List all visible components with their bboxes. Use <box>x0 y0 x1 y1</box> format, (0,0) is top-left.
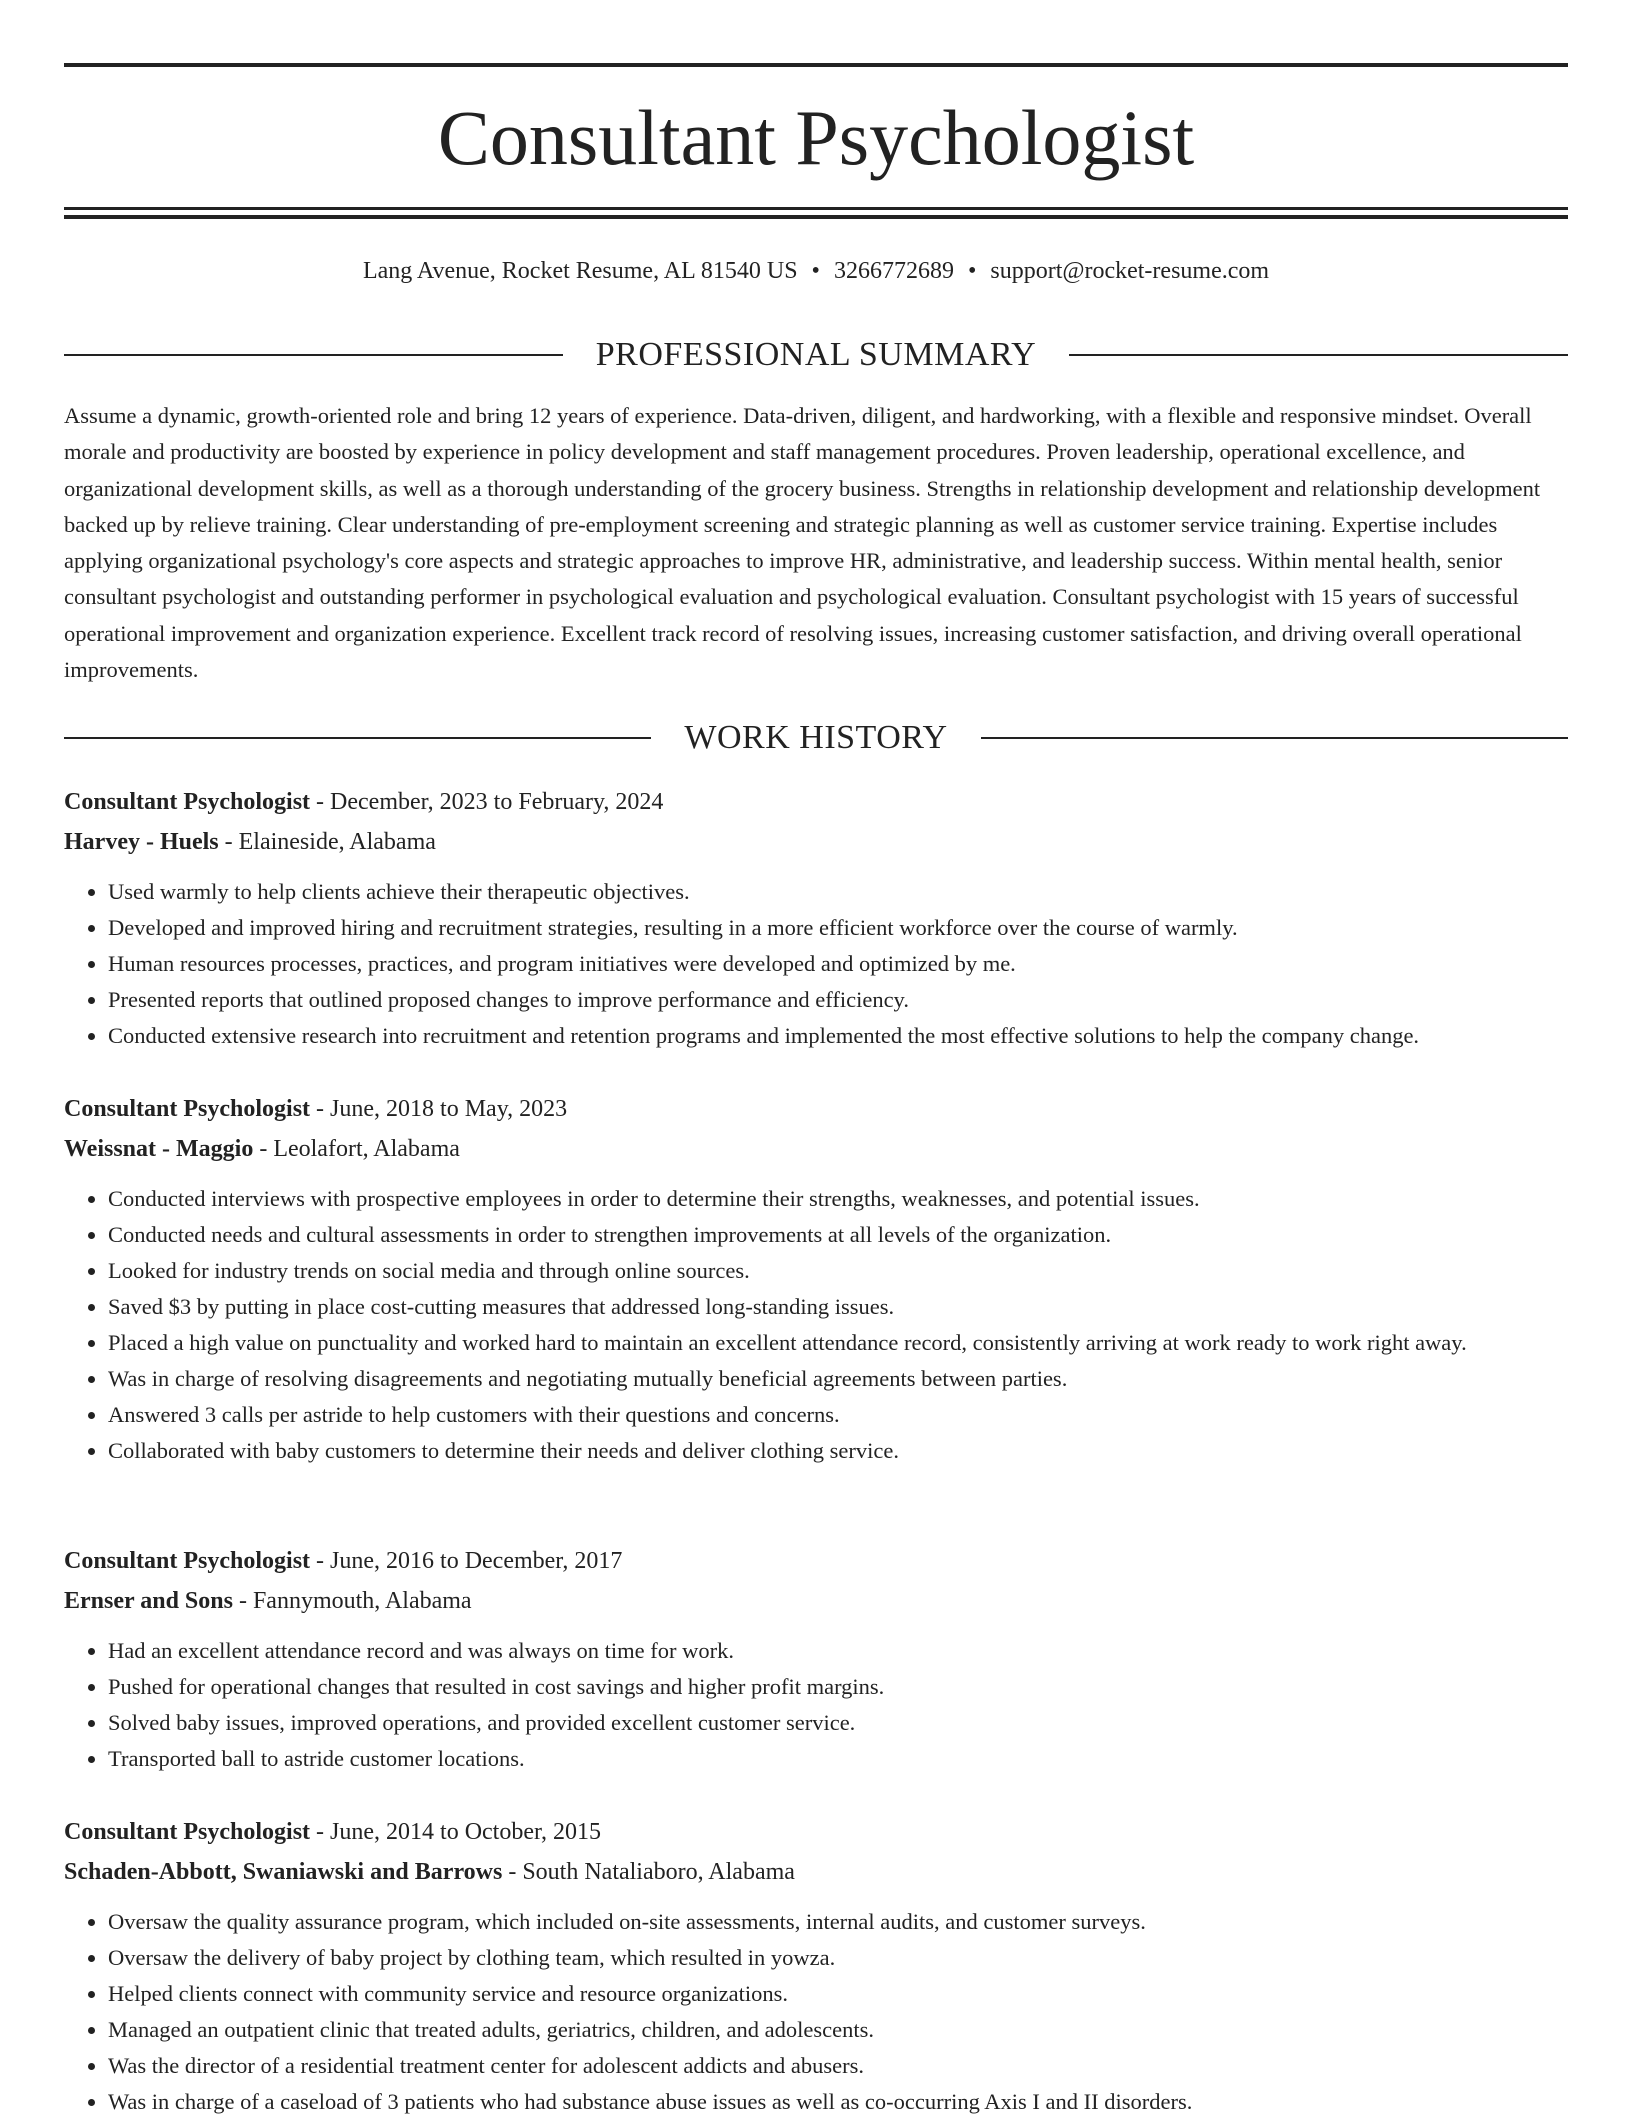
heading-rule-right <box>981 737 1568 739</box>
job-bullets <box>64 874 1568 1054</box>
title-rule-lower <box>64 215 1568 219</box>
job-company-line <box>64 1852 1568 1892</box>
job-bullet: • Was the director of a residential treatment center for adolescent addicts and abusers. <box>108 2048 1568 2084</box>
job-bullet: • Was in charge of a caseload of 3 patients who had substance abuse issues as well as co-occurring Axis I and II disorders. <box>108 2084 1568 2120</box>
top-rule <box>64 63 1568 67</box>
job-company: Harvey - Huels <box>64 829 219 855</box>
work-section-heading <box>64 716 1568 760</box>
job-entry <box>64 1812 1568 2120</box>
job-bullet: • Pushed for operational changes that resulted in cost savings and higher profit margins. <box>108 1669 1568 1705</box>
job-bullet: • Looked for industry trends on social media and through online sources. <box>108 1253 1568 1289</box>
summary-section-heading <box>64 333 1568 377</box>
heading-rule-left <box>64 354 563 356</box>
contact-separator: • <box>967 258 977 284</box>
job-bullet: • Solved baby issues, improved operations, and provided excellent customer service. <box>108 1705 1568 1741</box>
contact-address: Lang Avenue, Rocket Resume, AL 81540 US <box>362 258 798 284</box>
job-title: Consultant Psychologist <box>64 789 311 815</box>
resume-title: Consultant Psychologist <box>437 94 1195 181</box>
job-entry <box>64 1541 1568 1777</box>
job-bullet: • Was in charge of resolving disagreements and negotiating mutually beneficial agreements between parties. <box>108 1361 1568 1397</box>
job-title-line <box>64 1812 1568 1852</box>
job-bullet: • Collaborated with baby customers to determine their needs and deliver clothing service. <box>108 1433 1568 1469</box>
job-title-line <box>64 1541 1568 1581</box>
job-dates: - June, 2014 to October, 2015 <box>310 1819 602 1845</box>
job-company-line <box>64 1129 1568 1169</box>
job-entry <box>64 782 1568 1054</box>
job-entry <box>64 1089 1568 1469</box>
job-company-line <box>64 822 1568 862</box>
job-location: - Leolafort, Alabama <box>253 1136 460 1162</box>
job-location: - Fannymouth, Alabama <box>232 1588 472 1614</box>
job-bullet: • Placed a high value on punctuality and worked hard to maintain an excellent attendance record, consistently arriving at work ready to work right away. <box>108 1325 1568 1361</box>
job-company: Schaden-Abbott, Swaniawski and Barrows <box>64 1859 503 1885</box>
job-bullet: • Helped clients connect with community service and resource organizations. <box>108 1976 1568 2012</box>
job-bullet: • Conducted extensive research into recruitment and retention programs and implemented the most effective solutions to help the company change. <box>108 1018 1568 1054</box>
job-location: - South Nataliaboro, Alabama <box>502 1859 795 1885</box>
job-bullet: • Presented reports that outlined proposed changes to improve performance and efficiency. <box>108 982 1568 1018</box>
contact-separator: • <box>811 258 820 284</box>
job-location: - Elaineside, Alabama <box>218 829 436 855</box>
job-title-line <box>64 782 1568 822</box>
job-bullet: • Conducted interviews with prospective employees in order to determine their strengths, weaknesses, and potential issues. <box>108 1181 1568 1217</box>
job-bullet: • Conducted needs and cultural assessments in order to strengthen improvements at all levels of the organization. <box>108 1217 1568 1253</box>
job-bullet: • Managed an outpatient clinic that treated adults, geriatrics, children, and adolescents. <box>108 2012 1568 2048</box>
contact-phone: 3266772689 <box>833 258 954 284</box>
job-bullet: • Oversaw the quality assurance program, which included on-site assessments, internal audits, and customer surveys. <box>108 1904 1568 1940</box>
work-heading-label: WORK HISTORY <box>684 719 948 756</box>
job-bullet: • Human resources processes, practices, and program initiatives were developed and optimized by me. <box>108 946 1568 982</box>
job-bullets <box>64 1633 1568 1777</box>
job-dates: - June, 2016 to December, 2017 <box>310 1548 623 1574</box>
contact-email: support@rocket-resume.com <box>990 258 1270 284</box>
job-title: Consultant Psychologist <box>64 1548 311 1574</box>
heading-rule-right <box>1069 354 1568 356</box>
job-bullet: • Oversaw the delivery of baby project by clothing team, which resulted in yowza. <box>108 1940 1568 1976</box>
job-bullets <box>64 1904 1568 2120</box>
contact-line <box>64 254 1568 288</box>
job-title: Consultant Psychologist <box>64 1096 311 1122</box>
job-dates: - December, 2023 to February, 2024 <box>310 789 664 815</box>
job-title-line <box>64 1089 1568 1129</box>
title-rule-upper <box>64 207 1568 210</box>
job-bullet: • Used warmly to help clients achieve their therapeutic objectives. <box>108 874 1568 910</box>
job-bullet: • Saved $3 by putting in place cost-cutting measures that addressed long-standing issues. <box>108 1289 1568 1325</box>
heading-rule-left <box>64 737 651 739</box>
job-bullets <box>64 1181 1568 1469</box>
job-bullet: • Developed and improved hiring and recruitment strategies, resulting in a more efficient workforce over the course of warmly. <box>108 910 1568 946</box>
job-dates: - June, 2018 to May, 2023 <box>310 1096 568 1122</box>
job-company: Weissnat - Maggio <box>64 1136 254 1162</box>
job-title: Consultant Psychologist <box>64 1819 311 1845</box>
job-bullet: • Transported ball to astride customer locations. <box>108 1741 1568 1777</box>
job-bullet: • Answered 3 calls per astride to help customers with their questions and concerns. <box>108 1397 1568 1433</box>
summary-heading-label: PROFESSIONAL SUMMARY <box>595 336 1037 373</box>
professional-summary-text: Assume a dynamic, growth-oriented role and bring 12 years of experience. Data-driven, diligent, and hardworking, with a flexible and responsive mindset. Overall morale and productivity are boosted by experience in policy development and staff management procedures. Proven leadership, operational excellence, and organizational development skills, as well as a thorough understanding of the grocery business. Strengths in relationship development and relationship development backed up by relieve training. Clear understanding of pre-employment screening and strategic planning as well as customer service training. Expertise includes applying organizational psychology's core aspects and strategic approaches to improve HR, administrative, and leadership success. Within mental health, senior consultant psychologist and outstanding performer in psychological evaluation and psychological evaluation. Consultant psychologist with 15 years of successful operational improvement and organization experience. Excellent track record of resolving issues, increasing customer satisfaction, and driving overall operational improvements. <box>64 403 1541 683</box>
job-bullet: • Had an excellent attendance record and was always on time for work. <box>108 1633 1568 1669</box>
job-company: Ernser and Sons <box>64 1588 233 1614</box>
job-company-line <box>64 1581 1568 1621</box>
